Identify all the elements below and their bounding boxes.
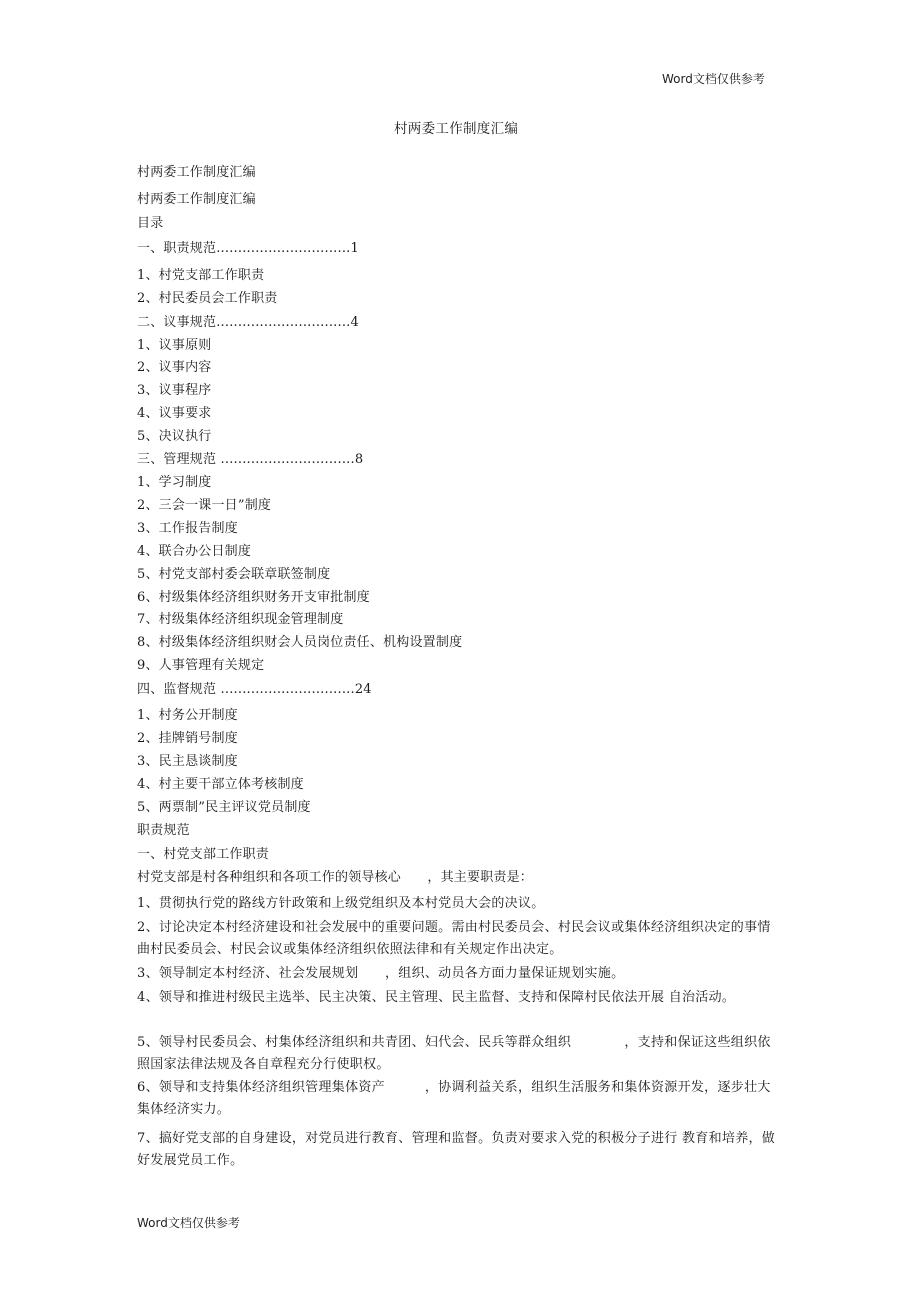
toc-entry: 1、村党支部工作职责 <box>137 268 265 283</box>
toc-entry: 4、村主要干部立体考核制度 <box>137 777 304 792</box>
duty-item: 6、领导和支持集体经济组织管理集体资产 ，协调利益关系，组织生活服务和集体资源开发，逐步壮大集体经济实力。 <box>137 1080 771 1117</box>
toc-entry: 2、三会一课一日”制度 <box>137 498 272 513</box>
intro-paragraph: 村党支部是村各种组织和各项工作的领导核心 ，其主要职责是： <box>137 870 534 885</box>
toc-entry: 5、决议执行 <box>137 429 212 444</box>
toc-entry: 一、职责规范...............................1 <box>137 241 359 256</box>
toc-entry: 1、学习制度 <box>137 475 212 490</box>
toc-entry: 7、村级集体经济组织现金管理制度 <box>137 612 344 627</box>
toc-entry: 3、工作报告制度 <box>137 521 238 536</box>
toc-entry: 3、议事程序 <box>137 383 212 398</box>
duty-item: 3、领导制定本村经济、社会发展规划 ，组织、动员各方面力量保证规划实施。 <box>137 966 625 981</box>
duty-item: 5、领导村民委员会、村集体经济组织和共青团、妇代会、民兵等群众组织 ，支持和保证这些组织依照国家法律法规及各自章程充分行使职权。 <box>137 1035 771 1072</box>
toc-entry: 1、议事原则 <box>137 338 212 353</box>
toc-entry: 四、监督规范 ...............................24 <box>137 682 372 697</box>
toc-entry: 1、村务公开制度 <box>137 708 238 723</box>
page-footer: Word文档仅供参考 <box>137 1216 240 1230</box>
toc-entry: 二、议事规范...............................4 <box>137 315 359 330</box>
toc-entry: 5、村党支部村委会联章联签制度 <box>137 567 331 582</box>
section-heading: 一、村党支部工作职责 <box>137 847 270 862</box>
duty-item: 7、搞好党支部的自身建设，对党员进行教育、管理和监督。负责对要求入党的积极分子进行 教育和培养，做好发展党员工作。 <box>137 1131 776 1168</box>
subtitle-1: 村两委工作制度汇编 <box>137 165 256 180</box>
toc-entry: 6、村级集体经济组织财务开支审批制度 <box>137 590 370 605</box>
toc-entry: 5、两票制”民主评议党员制度 <box>137 800 311 815</box>
toc-entry: 8、村级集体经济组织财会人员岗位责任、机构设置制度 <box>137 635 463 650</box>
duty-item: 4、领导和推进村级民主选举、民主决策、民主管理、民主监督、支持和保障村民依法开展 自治活动。 <box>137 990 736 1005</box>
duty-item: 1、贯彻执行党的路线方针政策和上级党组织及本村党员大会的决议。 <box>137 896 545 911</box>
page-header: Word文档仅供参考 <box>662 72 765 86</box>
document-title: 村两委工作制度汇编 <box>394 121 519 137</box>
subtitle-2: 村两委工作制度汇编 <box>137 192 256 207</box>
section-label: 职责规范 <box>137 823 190 838</box>
duty-item: 2、讨论决定本村经济建设和社会发展中的重要问题。需由村民委员会、村民会议或集体经济组织决定的事情曲村民委员会、村民会议或集体经济组织依照法律和有关规定作出决定。 <box>137 920 771 957</box>
toc-entry: 4、议事要求 <box>137 406 212 421</box>
toc-entry: 三、管理规范 ...............................8 <box>137 452 364 467</box>
toc-entry: 2、议事内容 <box>137 360 212 375</box>
toc-entry: 4、联合办公日制度 <box>137 544 252 559</box>
toc-entry: 3、民主恳谈制度 <box>137 754 238 769</box>
toc-label: 目录 <box>137 216 164 231</box>
toc-entry: 2、挂牌销号制度 <box>137 731 238 746</box>
toc-entry: 9、人事管理有关规定 <box>137 658 265 673</box>
toc-entry: 2、村民委员会工作职责 <box>137 291 278 306</box>
